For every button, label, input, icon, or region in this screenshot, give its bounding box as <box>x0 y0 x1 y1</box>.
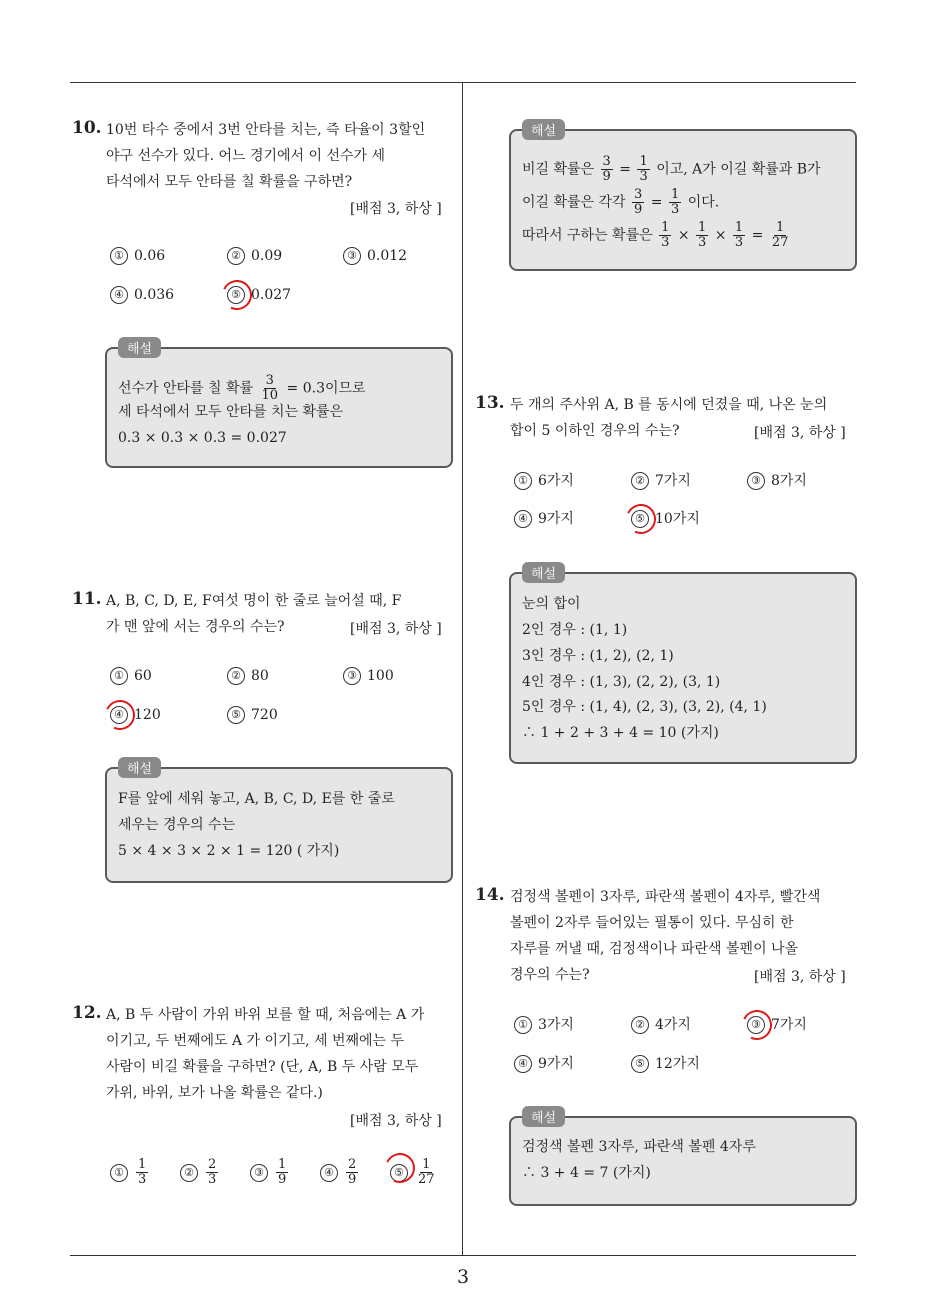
choice-text: 0.012 <box>367 248 408 264</box>
solution-line: 검정색 볼펜 3자루, 파란색 볼펜 4자루 <box>522 1139 756 1155</box>
choice-5-selected[interactable] <box>631 509 700 529</box>
question-text-line: 가 맨 앞에 서는 경우의 수는? <box>106 619 285 635</box>
fraction: $\frac{2}{3}$ <box>208 1157 217 1187</box>
choice-text: 0.027 <box>251 287 292 303</box>
score-label: [배점 3, 하상 ] <box>754 425 846 441</box>
choice-2[interactable] <box>227 246 282 266</box>
choice-text: 4가지 <box>655 1017 691 1033</box>
fraction: $\frac{1}{3}$ <box>639 154 648 184</box>
solution-line: 세 타석에서 모두 안타를 치는 확률은 <box>118 404 344 420</box>
solution-text: 이다. <box>687 194 720 211</box>
choice-3-selected[interactable] <box>747 1015 807 1035</box>
choice-3[interactable] <box>343 666 394 686</box>
solution-tag: 해설 <box>522 119 565 140</box>
choice-text: 720 <box>251 707 278 723</box>
fraction: $\frac{1}{3}$ <box>734 220 744 250</box>
solution-line: 4인 경우 : (1, 3), (2, 2), (3, 1) <box>522 674 721 690</box>
solution-line: ∴ 3 + 4 = 7 (가지) <box>522 1165 651 1181</box>
question-text-line: 가위, 바위, 보가 나올 확률은 같다.) <box>106 1085 323 1101</box>
solution-line <box>522 155 821 184</box>
question-text-line: A, B 두 사람이 가위 바위 보를 할 때, 처음에는 A 가 <box>106 1007 425 1023</box>
choice-text: 10가지 <box>655 511 700 527</box>
choice-text: 9가지 <box>538 1056 574 1072</box>
choice-2[interactable] <box>180 1157 220 1187</box>
fraction: $\frac{3}{9}$ <box>602 154 611 184</box>
solution-line: 세우는 경우의 수는 <box>118 817 236 833</box>
choice-4[interactable] <box>320 1157 360 1187</box>
question-text-line: 볼펜이 2자루 들어있는 필통이 있다. 무심히 한 <box>510 915 794 931</box>
choice-marker: ③ <box>343 667 361 685</box>
fraction: $\frac{1}{27}$ <box>771 220 789 250</box>
choice-text: 0.09 <box>251 248 283 264</box>
choice-3[interactable] <box>747 471 807 491</box>
choice-marker: ③ <box>747 472 765 490</box>
fraction: $\frac{2}{9}$ <box>348 1157 357 1187</box>
choice-text: 100 <box>367 668 394 684</box>
choice-marker: ③ <box>747 1016 765 1034</box>
solution-tag: 해설 <box>118 757 161 778</box>
question-number: 14. <box>475 885 505 905</box>
question-text-line: 10번 타수 중에서 3번 안타를 치는, 즉 타율이 3할인 <box>106 122 426 138</box>
choice-2[interactable] <box>631 1015 691 1035</box>
question-text-line: 사람이 비길 확률을 구하면? (단, A, B 두 사람 모두 <box>106 1059 419 1075</box>
choice-marker: ⑤ <box>227 706 245 724</box>
score-label: [배점 3, 하상 ] <box>350 1113 442 1129</box>
question-text-line: 경우의 수는? <box>510 967 590 983</box>
fraction: $\frac{3}{10}$ <box>261 373 279 403</box>
solution-line: 5 × 4 × 3 × 2 × 1 = 120 ( 가지) <box>118 843 340 859</box>
question-text-line: 두 개의 주사위 A, B 를 동시에 던졌을 때, 나온 눈의 <box>510 397 828 413</box>
choice-marker: ① <box>110 247 128 265</box>
choice-marker: ④ <box>110 286 128 304</box>
top-rule <box>70 82 856 83</box>
choice-2[interactable] <box>227 666 269 686</box>
choice-marker: ⑤ <box>227 286 245 304</box>
choice-marker: ① <box>110 1164 128 1182</box>
choice-text: 0.06 <box>134 248 166 264</box>
solution-text: = <box>650 194 663 211</box>
choice-1[interactable] <box>110 1157 150 1187</box>
choice-marker: ② <box>180 1164 198 1182</box>
solution-line: F를 앞에 세워 놓고, A, B, C, D, E를 한 줄로 <box>118 791 395 807</box>
solution-tag: 해설 <box>522 562 565 583</box>
choice-marker: ④ <box>320 1164 338 1182</box>
solution-line <box>522 188 719 217</box>
fraction: $\frac{1}{9}$ <box>278 1157 287 1187</box>
solution-line: 눈의 합이 <box>522 596 581 612</box>
choice-2[interactable] <box>631 471 691 491</box>
question-number: 12. <box>72 1003 102 1023</box>
bottom-rule <box>70 1255 856 1256</box>
choice-5-selected[interactable] <box>390 1157 439 1187</box>
score-label: [배점 3, 하상 ] <box>754 969 846 985</box>
solution-line: 2인 경우 : (1, 1) <box>522 622 628 638</box>
solution-text: 따라서 구하는 확률은 <box>522 227 653 244</box>
question-text-line: 이기고, 두 번째에도 A 가 이기고, 세 번째에는 두 <box>106 1033 405 1049</box>
choice-text: 9가지 <box>538 511 574 527</box>
fraction: $\frac{1}{3}$ <box>670 187 680 217</box>
page-number: 3 <box>456 1266 470 1288</box>
solution-text: 선수가 안타를 칠 확률 <box>118 380 254 397</box>
choice-1[interactable] <box>514 471 574 491</box>
solution-text: 비길 확률은 <box>522 161 595 178</box>
solution-line: 5인 경우 : (1, 4), (2, 3), (3, 2), (4, 1) <box>522 699 767 715</box>
choice-marker: ② <box>631 472 649 490</box>
choice-marker: ⑤ <box>631 510 649 528</box>
choice-text: 12가지 <box>655 1056 700 1072</box>
fraction: $\frac{1}{3}$ <box>698 220 707 250</box>
choice-marker: ④ <box>110 706 128 724</box>
choice-1[interactable] <box>110 666 152 686</box>
choice-text: 6가지 <box>538 473 574 489</box>
choice-marker: ③ <box>250 1164 268 1182</box>
question-number: 11. <box>72 589 102 609</box>
question-text-line: 검정색 볼펜이 3자루, 파란색 볼펜이 4자루, 빨간색 <box>510 889 821 905</box>
solution-box <box>509 1116 857 1206</box>
choice-5[interactable] <box>227 705 278 725</box>
question-number: 10. <box>72 118 102 138</box>
question-text-line: 합이 5 이하인 경우의 수는? <box>510 423 680 439</box>
choice-4[interactable] <box>514 1054 574 1074</box>
choice-marker: ① <box>110 667 128 685</box>
choice-4[interactable] <box>110 285 174 305</box>
solution-text: × <box>714 227 727 244</box>
choice-marker: ① <box>514 472 532 490</box>
choice-text: 7가지 <box>655 473 691 489</box>
solution-text: = 0.3이므로 <box>286 380 366 397</box>
choice-text: 80 <box>251 668 269 684</box>
choice-marker: ② <box>227 667 245 685</box>
choice-marker: ② <box>631 1016 649 1034</box>
choice-text: 8가지 <box>771 473 807 489</box>
fraction: $\frac{1}{3}$ <box>138 1157 147 1187</box>
solution-tag: 해설 <box>522 1106 565 1127</box>
choice-5[interactable] <box>631 1054 700 1074</box>
solution-tag: 해설 <box>118 337 161 358</box>
solution-line <box>118 374 366 403</box>
score-label: [배점 3, 하상 ] <box>350 621 442 637</box>
question-number: 13. <box>475 393 505 413</box>
solution-text: × <box>677 227 690 244</box>
question-text-line: 야구 선수가 있다. 어느 경기에서 이 선수가 세 <box>106 148 386 164</box>
choice-text: 7가지 <box>771 1017 807 1033</box>
fraction: $\frac{3}{9}$ <box>634 187 643 217</box>
choice-4-selected[interactable] <box>110 705 161 725</box>
choice-1[interactable] <box>514 1015 574 1035</box>
solution-text: = <box>619 161 631 178</box>
solution-line: 3인 경우 : (1, 2), (2, 1) <box>522 648 674 664</box>
choice-3[interactable] <box>250 1157 290 1187</box>
solution-text: 이고, A가 이길 확률과 B가 <box>656 161 821 178</box>
choice-marker: ④ <box>514 1055 532 1073</box>
score-label: [배점 3, 하상 ] <box>350 201 442 217</box>
choice-4[interactable] <box>514 509 574 529</box>
choice-marker: ① <box>514 1016 532 1034</box>
solution-line <box>522 221 792 250</box>
solution-line: ∴ 1 + 2 + 3 + 4 = 10 (가지) <box>522 725 719 741</box>
fraction: $\frac{1}{27}$ <box>418 1157 435 1187</box>
choice-3[interactable] <box>343 246 407 266</box>
column-divider <box>462 83 463 1255</box>
choice-1[interactable] <box>110 246 165 266</box>
solution-text: 이길 확률은 각각 <box>522 194 626 211</box>
choice-5-selected[interactable] <box>227 285 291 305</box>
choice-marker: ⑤ <box>631 1055 649 1073</box>
choice-text: 0.036 <box>134 287 175 303</box>
solution-line: 0.3 × 0.3 × 0.3 = 0.027 <box>118 430 287 446</box>
choice-marker: ② <box>227 247 245 265</box>
question-text-line: 타석에서 모두 안타를 칠 확률을 구하면? <box>106 174 353 190</box>
solution-text: = <box>751 227 764 244</box>
fraction: $\frac{1}{3}$ <box>661 220 670 250</box>
question-text-line: 자루를 꺼낼 때, 검정색이나 파란색 볼펜이 나올 <box>510 941 799 957</box>
choice-marker: ③ <box>343 247 361 265</box>
choice-marker: ④ <box>514 510 532 528</box>
choice-text: 60 <box>134 668 152 684</box>
choice-text: 3가지 <box>538 1017 574 1033</box>
question-text-line: A, B, C, D, E, F여섯 명이 한 줄로 늘어설 때, F <box>106 593 402 609</box>
choice-marker: ⑤ <box>390 1164 408 1182</box>
choice-text: 120 <box>134 707 161 723</box>
